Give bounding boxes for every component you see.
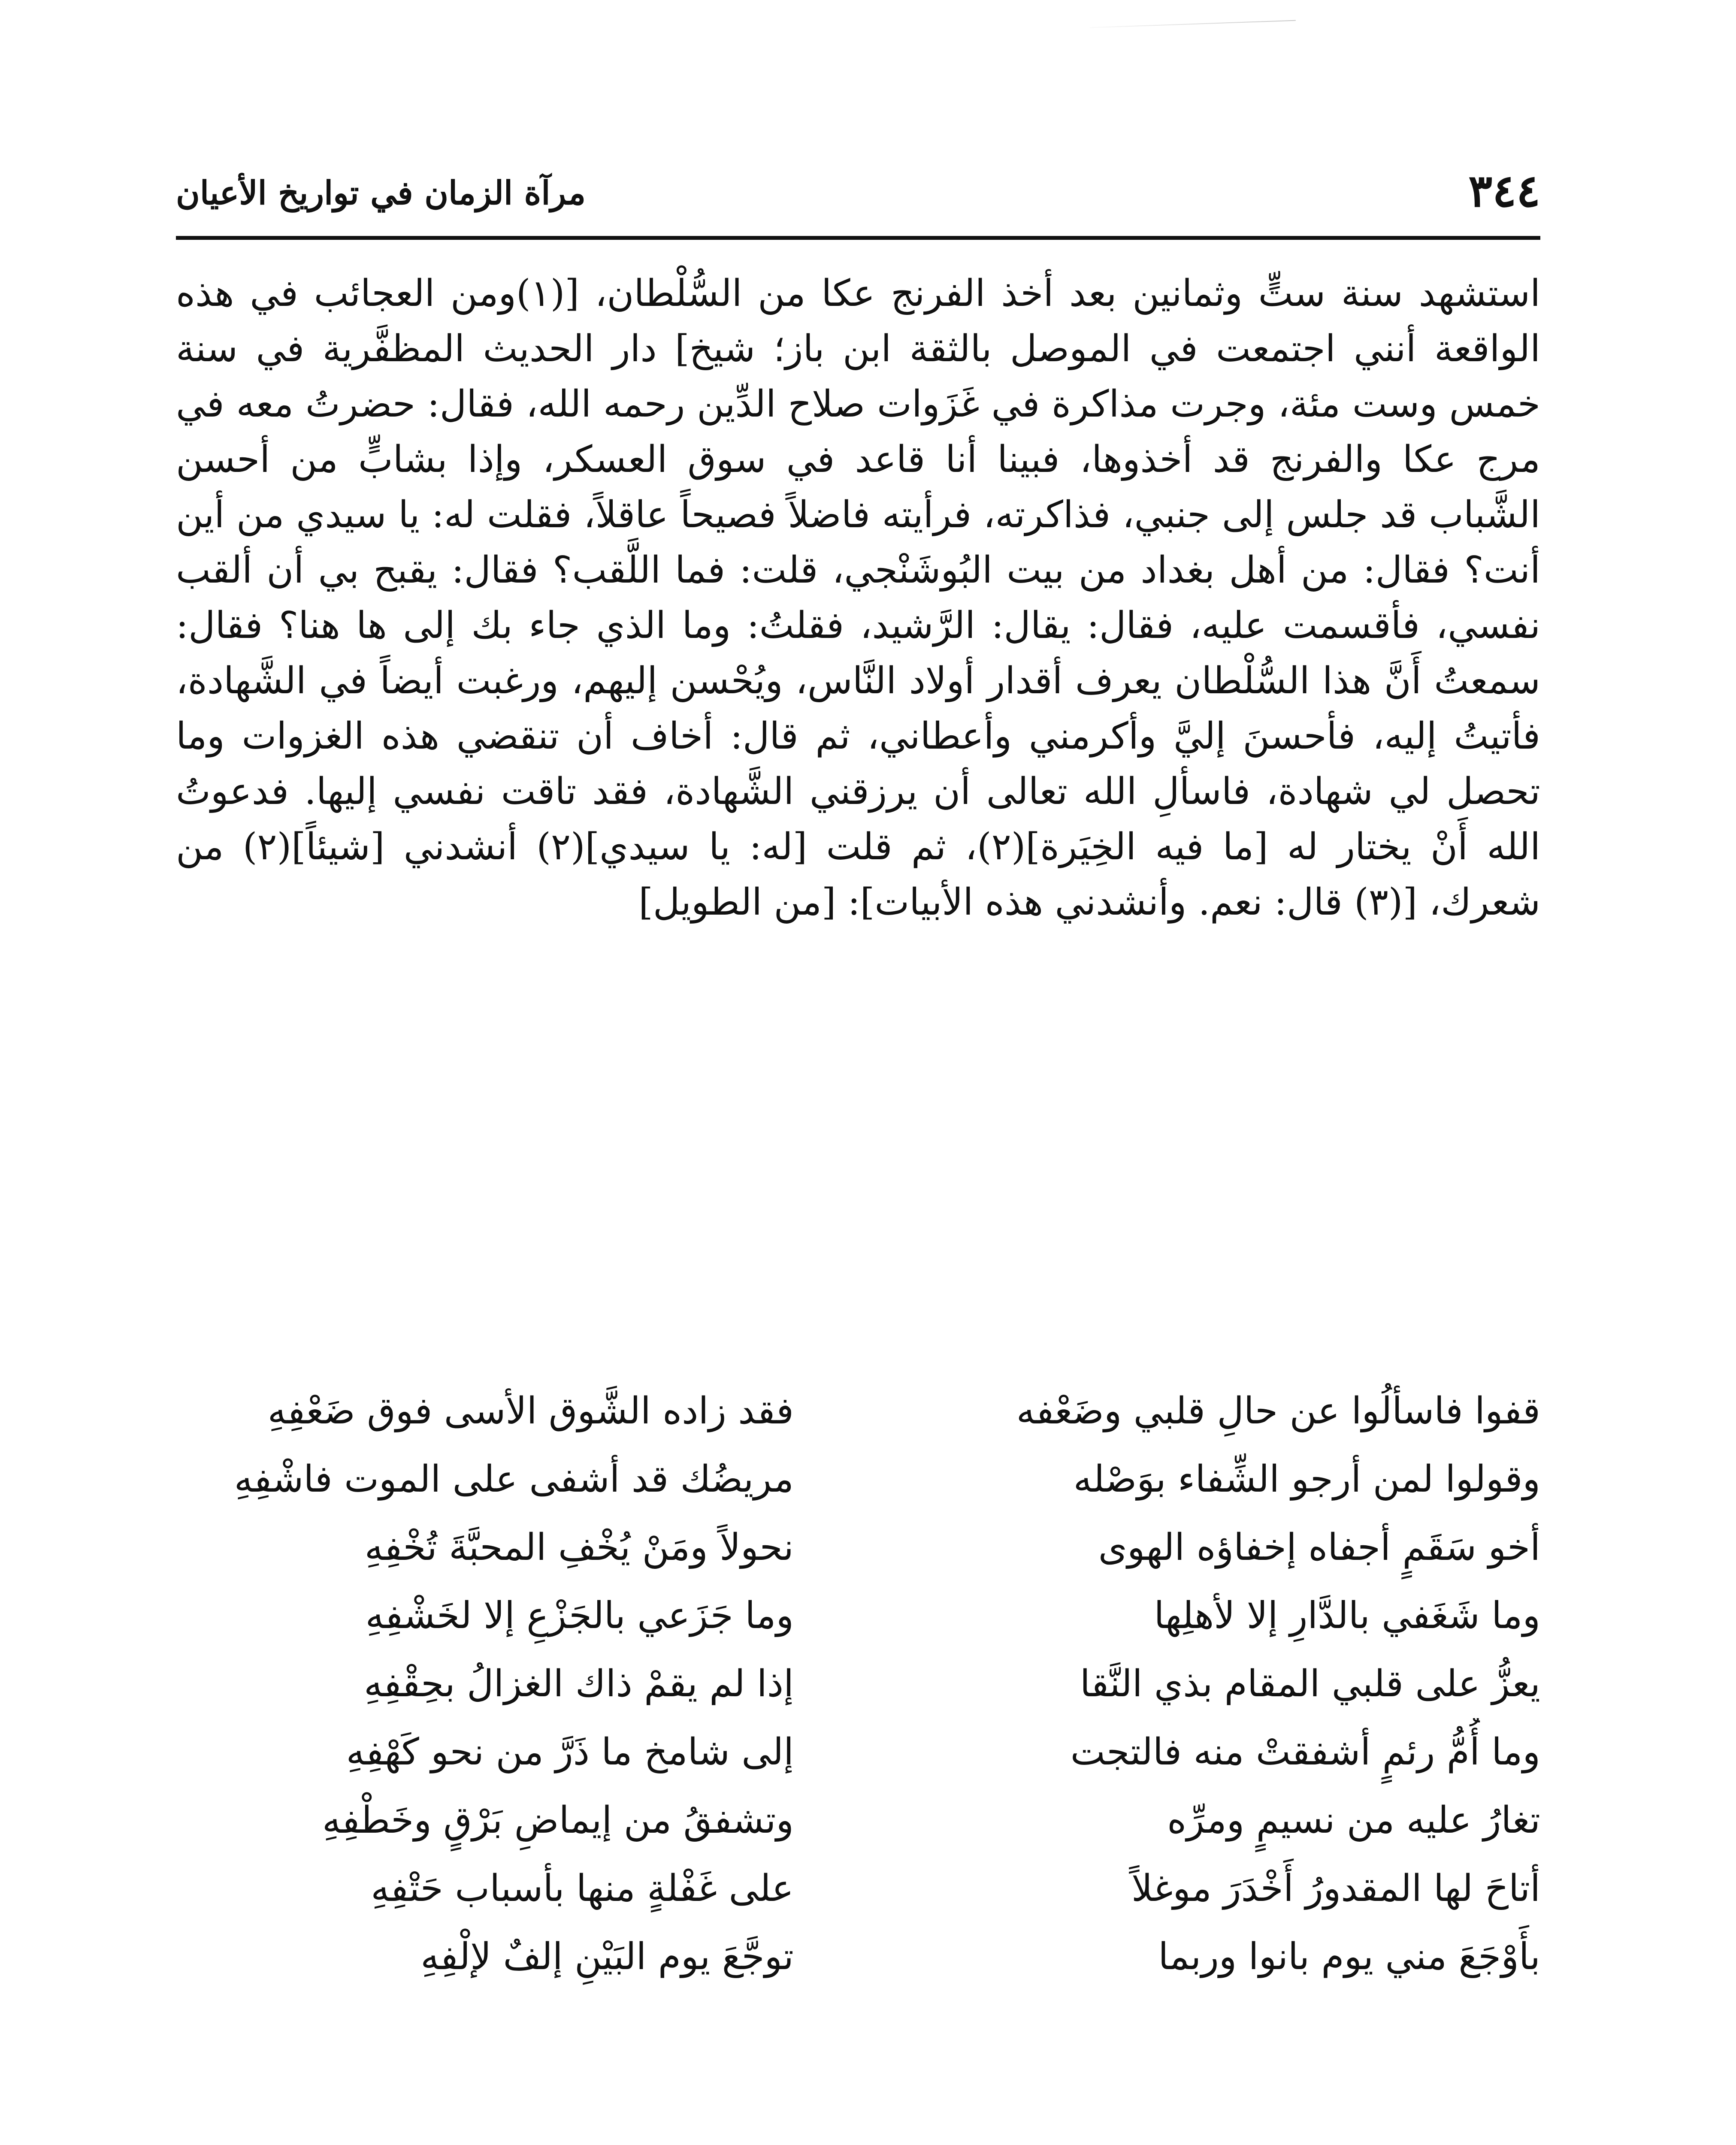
first-hemistich: قفوا فاسألُوا عن حالِ قلبي وضَعْفه	[1016, 1390, 1540, 1432]
second-hemistich: إذا لم يقمْ ذاك الغزالُ بحِقْفِهِ	[364, 1662, 794, 1705]
verse	[176, 1445, 1540, 1514]
first-hemistich: وما شَغَفي بالدَّارِ إلا لأهلِها	[1154, 1594, 1540, 1637]
second-hemistich: إلى شامخ ما ذَرَّ من نحو كَهْفِهِ	[346, 1731, 794, 1773]
verse	[176, 1718, 1540, 1786]
first-hemistich: يعزُّ على قلبي المقام بذي النَّقا	[1080, 1662, 1540, 1705]
first-hemistich: أخو سَقَمٍ أجفاه إخفاؤه الهوى	[1098, 1526, 1540, 1569]
verse	[176, 1514, 1540, 1582]
second-hemistich: وتشفقُ من إيماضِ بَرْقٍ وخَطْفِهِ	[322, 1799, 794, 1842]
verse	[176, 1650, 1540, 1718]
first-hemistich: وما أُمُّ رئمٍ أشفقتْ منه فالتجت	[1070, 1731, 1540, 1773]
first-hemistich: أتاحَ لها المقدورُ أَخْدَرَ موغلاً	[1131, 1867, 1540, 1910]
second-hemistich: مريضُك قد أشفى على الموت فاشْفِهِ	[234, 1458, 794, 1501]
verse	[176, 1582, 1540, 1650]
poem	[176, 1377, 1540, 1991]
first-hemistich: تغارُ عليه من نسيمٍ ومرِّه	[1167, 1799, 1540, 1842]
scan-artifact-line	[1090, 20, 1296, 28]
second-hemistich: وما جَزَعي بالجَزْعِ إلا لخَشْفِهِ	[365, 1594, 794, 1637]
body-text	[176, 266, 1540, 930]
verse	[176, 1377, 1540, 1445]
second-hemistich: توجَّعَ يوم البَيْنِ إلفٌ لإلْفِهِ	[420, 1935, 794, 1978]
second-hemistich: نحولاً ومَنْ يُخْفِ المحبَّةَ تُخْفِهِ	[364, 1526, 794, 1569]
main-paragraph: استشهد سنة ستٍّ وثمانين بعد أخذ الفرنج عكا من السُّلْطان، [(١)ومن العجائب في هذه الواقعة أنني اجتمعت في الموصل بالثقة ابن باز؛ شيخ] دار الحديث المظفَّرية في سنة خمس وست مئة، وجرت مذاكرة في غَزَوات صلاح الدِّين رحمه الله، فقال: حضرتُ معه في مرج عكا والفرنج قد أخذوها، فبينا أنا قاعد في سوق العسكر، وإذا بشابٍّ من أحسن الشَّباب قد جلس إلى جنبي، فذاكرته، فرأيته فاضلاً فصيحاً عاقلاً، فقلت له: يا سيدي من أين أنت؟ فقال: من أهل بغداد من بيت البُوشَنْجي، قلت: فما اللَّقب؟ فقال: يقبح بي أن ألقب نفسي، فأقسمت عليه، فقال: يقال: الرَّشيد، فقلتُ: وما الذي جاء بك إلى ها هنا؟ فقال: سمعتُ أَنَّ هذا السُّلْطان يعرف أقدار أولاد النَّاس، ويُحْسن إليهم، ورغبت أيضاً في الشَّهادة، فأتيتُ إليه، فأحسنَ إليَّ وأكرمني وأعطاني، ثم قال: أخاف أن تنقضي هذه الغزوات وما تحصل لي شهادة، فاسألِ الله تعالى أن يرزقني الشَّهادة، فقد تاقت نفسي إليها. فدعوتُ الله أَنْ يختار له [ما فيه الخِيَرة](٢)، ثم قلت [له: يا سيدي](٢) أنشدني [شيئاً](٢) من شعرك، [(٣) قال: نعم. وأنشدني هذه الأبيات]: [من الطويل]	[176, 272, 1541, 924]
second-hemistich: على غَفْلةٍ منها بأسباب حَتْفِهِ	[371, 1867, 794, 1910]
page-number: ٣٤٤	[1468, 164, 1540, 217]
page-header	[176, 163, 1540, 240]
verse	[176, 1923, 1540, 1991]
verse	[176, 1855, 1540, 1923]
running-title: مرآة الزمان في تواريخ الأعيان	[176, 174, 586, 212]
verse	[176, 1786, 1540, 1855]
first-hemistich: وقولوا لمن أرجو الشِّفاء بوَصْله	[1073, 1458, 1540, 1501]
first-hemistich: بأَوْجَعَ مني يوم بانوا وربما	[1158, 1935, 1540, 1978]
second-hemistich: فقد زاده الشَّوق الأسى فوق ضَعْفِهِ	[267, 1390, 794, 1432]
